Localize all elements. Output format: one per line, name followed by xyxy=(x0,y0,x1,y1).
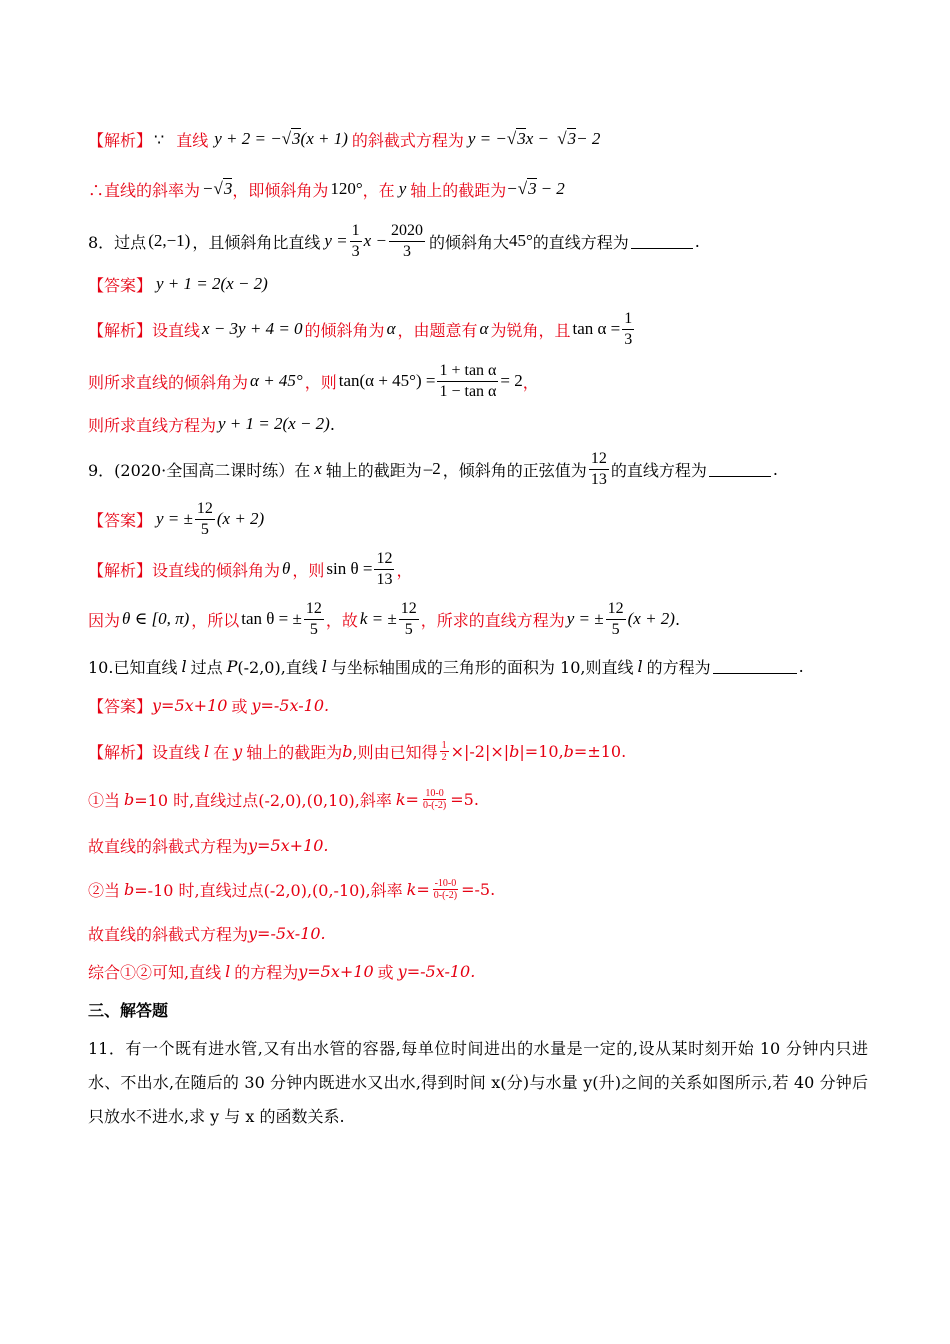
fraction: $\frac{12}{13}$ xyxy=(376,549,393,588)
answer-blank[interactable] xyxy=(631,234,693,249)
answer-8: 【答案】 y + 1 = 2(x − 2) xyxy=(88,274,268,295)
fraction: $\frac{12}{5}$ xyxy=(607,599,624,638)
solution-10-line1: 【解析】 设直线 l 在 y 轴上的截距为 b ,则由已知得 $\frac{1}{2}$ ×|-2|×| b |=10, b =±10. xyxy=(88,739,627,763)
question-10: 10.已知直线 l 过点 P (-2,0),直线 l 与坐标轴围成的三角形的面积为 10,则直线 l 的方程为 . xyxy=(88,656,804,677)
solution-8-line3: 则所求直线方程为 y + 1 = 2(x − 2) . xyxy=(88,414,335,435)
solution-7-line1: 【解析】 ∵ 直线 y + 2 = −√3(x + 1) 的斜截式方程为 y = −√3x − √3− 2 xyxy=(88,129,601,150)
equation: y + 2 = −√3(x + 1) xyxy=(214,129,348,148)
solution-10-line2: ①当 b =10 时,直线过点(-2,0),(0,10),斜率 k = $\frac{10-0}{0-(-2)}$ =5. xyxy=(88,787,479,811)
analysis-tag: 【解析】 xyxy=(88,742,153,762)
fraction: $\frac{\text{1 + tan α}}{\text{1 − tan α}}$ xyxy=(439,361,497,400)
section-heading: 三、解答题 xyxy=(88,1000,169,1020)
fraction: $\frac{1}{3}$ xyxy=(351,221,360,260)
analysis-tag: 【解析】 xyxy=(88,130,153,150)
solution-10-line3: 故直线的斜截式方程为 y=5x+10. xyxy=(88,835,329,856)
analysis-tag: 【解析】 xyxy=(88,560,153,580)
fraction: $\frac{12}{5}$ xyxy=(196,499,213,538)
analysis-tag: 【解析】 xyxy=(88,320,153,340)
solution-8-line2: 则所求直线的倾斜角为 α + 45° ，则 tan(α + 45°) = $\frac{\text{1 + tan α}}{\text{1 − tan α}}$ = 2 ， xyxy=(88,361,539,400)
solution-10-line6: 综合①②可知,直线 l 的方程为 y=5x+10 或 y=-5x-10. xyxy=(88,961,476,982)
answer-blank[interactable] xyxy=(709,462,771,477)
solution-7-line2: ∴直线的斜率为 −√3 ，即倾斜角为 120° ，在 y 轴上的截距为 −√3 − 2 xyxy=(88,179,565,200)
equation: y = −√3x − √3− 2 xyxy=(467,129,601,148)
answer-tag: 【答案】 xyxy=(88,275,153,295)
solution-10-line5: 故直线的斜截式方程为 y=-5x-10. xyxy=(88,923,326,944)
fraction: $\frac{2020}{3}$ xyxy=(390,221,423,260)
fraction: 12 13 xyxy=(590,449,607,488)
solution-8-line1: 【解析】 设直线 x − 3y + 4 = 0 的倾斜角为 α ，由题意有 α 为锐角，且 tan α = $\frac{1}{3}$ xyxy=(88,309,633,348)
question-8: 8．过点 (2,−1) ，且倾斜角比直线 y = $\frac{1}{3}$ x − $\frac{2020}{3}$ 的倾斜角大 45° 的直线方程为 . xyxy=(88,221,700,260)
solution-9-line2: 因为 θ ∈ [0, π) ，所以 tan θ = ± $\frac{12}{5}$ ，故 k = ± $\frac{12}{5}$ ，所求的直线方程为 y = ± $\frac{12}{5}$ (x + 2) . xyxy=(88,599,681,638)
answer-10: 【答案】 y=5x+10 或 y=-5x-10. xyxy=(88,695,330,716)
answer-blank[interactable] xyxy=(713,659,797,674)
solution-9-line1: 【解析】 设直线的倾斜角为 θ ，则 sin θ = $\frac{12}{13}$ ， xyxy=(88,549,413,588)
fraction: $\frac{-10-0}{0-(-2)}$ xyxy=(433,877,458,901)
solution-10-line4: ②当 b =-10 时,直线过点(-2,0),(0,-10),斜率 k = $\frac{-10-0}{0-(-2)}$ =-5. xyxy=(88,877,496,901)
answer-9: 【答案】 y = ± $\frac{12}{5}$ (x + 2) xyxy=(88,499,265,538)
fraction: $\frac{12}{5}$ xyxy=(400,599,417,638)
answer-tag: 【答案】 xyxy=(88,696,153,716)
question-9: 9．(2020·全国高二课时练）在 x 轴上的截距为 –2 ，倾斜角的正弦值为 12 13 的直线方程为 . xyxy=(88,449,778,488)
because-symbol: ∵ xyxy=(154,129,165,149)
fraction: $\frac{12}{5}$ xyxy=(305,599,322,638)
answer-tag: 【答案】 xyxy=(88,510,153,530)
fraction: $\frac{1}{3}$ xyxy=(624,309,633,348)
question-11: 11．有一个既有进水管,又有出水管的容器,每单位时间进出的水量是一定的,设从某时刻开始 10 分钟内只进水、不出水,在随后的 30 分钟内既进水又出水,得到时间 x(分)与水量 y(升)之间的关系如图所示,若 40 分钟后只放水不进水,求 y 与 x 的函数关系. xyxy=(88,1039,868,1126)
fraction: $\frac{1}{2}$ xyxy=(441,739,447,763)
fraction: $\frac{10-0}{0-(-2)}$ xyxy=(422,787,447,811)
